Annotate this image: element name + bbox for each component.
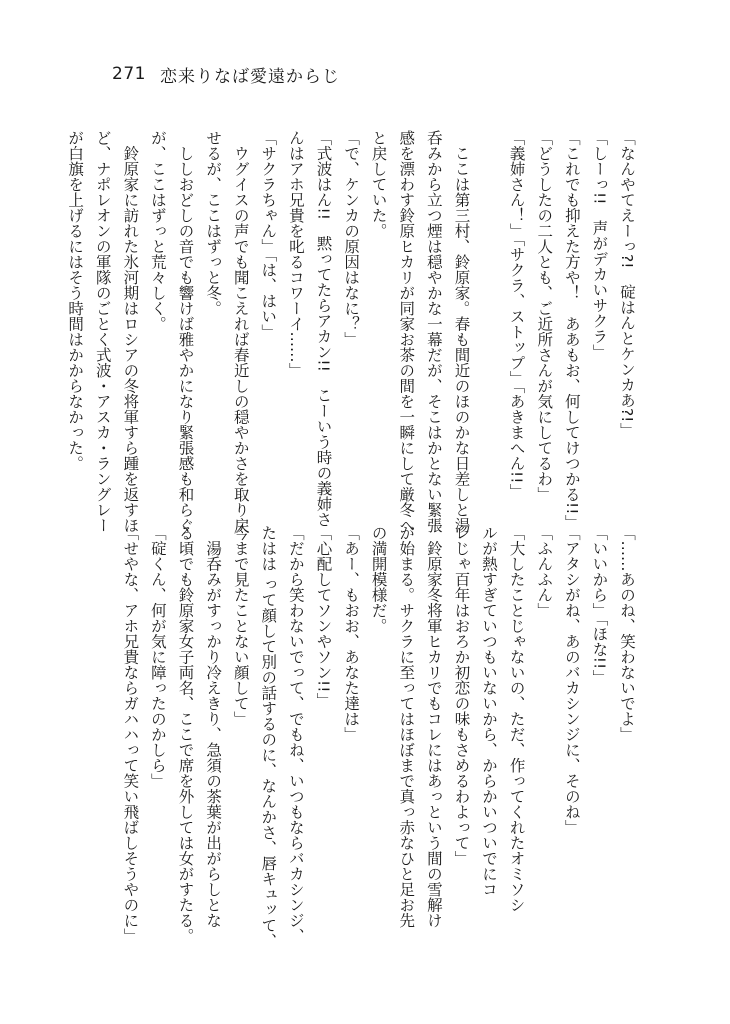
text-line: が白旗を上げるにはそう時間はかからなかった。 xyxy=(66,130,85,471)
text-line: ど、ナポレオンの軍隊のごとく式波・アスカ・ラングレー xyxy=(93,130,112,533)
text-line: 「碇くん、何が気に障ったのかしら」 xyxy=(148,525,167,789)
text-line: 「式波はん!! 黙ってたらアカン!! こーいう時の義姉さ xyxy=(314,130,333,527)
text-line: 「サクラちゃん」「は、はい」 xyxy=(259,130,278,340)
text-line: ししおどしの音でも響けば雅やかになり緊張感も和らぐ xyxy=(176,130,195,533)
text-line: 今まで見たことない顔して」 xyxy=(231,525,250,727)
text-line: 「いいから」「ほな!!」 xyxy=(590,525,609,685)
text-line: 「これでも抑えた方や！ ああもお、何してけつかる!!」 xyxy=(562,130,581,530)
text-line: 鈴原家に訪れた氷河期はロシアの冬将軍すら踵を返すほ xyxy=(121,130,140,533)
text-line: 湯呑みがすっかり冷えきり、急須の茶葉が出がらしとな xyxy=(204,525,223,928)
text-line: たはは って顔して別の話するのに、なんかさ、唇キュッて、 xyxy=(259,525,278,949)
text-line: 「心配してソンやソン!!」 xyxy=(314,525,333,708)
text-line: 「せやな、アホ兄貴ならガハハって笑い飛ばしそうやのに」 xyxy=(121,525,140,944)
text-line: 「あー、もおお、あなた達は」 xyxy=(342,525,361,742)
page-header xyxy=(112,61,340,87)
text-line: レじゃ百年はおろか初恋の味もさめるわよって」 xyxy=(452,525,471,866)
text-line: ここは第三村、鈴原家。春も間近のほのかな日差しと湯 xyxy=(452,130,471,533)
text-line: 「で、ケンカの原因はなに？」 xyxy=(342,130,361,347)
text-line: 呑みから立つ煙は穏やかな一幕だが、そこはかとない緊張 xyxy=(424,130,443,533)
text-line: 鈴原家冬将軍ヒカリでもコレにはあっという間の雪解け xyxy=(424,525,443,928)
text-line: 感を漂わす鈴原ヒカリが同家お茶の間を一瞬にして厳冬へ xyxy=(397,130,416,533)
text-line: が始まる。サクラに至ってはほぼまで真っ赤なひと足お先 xyxy=(397,525,416,928)
page-number: 271 xyxy=(112,64,146,84)
text-line: 「だから笑わないでって、でもね、いつもならバカシンジ、 xyxy=(286,525,305,944)
text-line: せるが、ここはずっと冬。 xyxy=(204,130,223,316)
text-line: 「大したことじゃないの、ただ、作ってくれたオミソシ xyxy=(507,525,526,913)
text-line xyxy=(474,130,502,475)
lower-text-block xyxy=(115,525,640,949)
text-line: 「……あのね、笑わないでよ」 xyxy=(618,525,636,742)
text-line: の満開模様だ。 xyxy=(369,525,388,634)
upper-text-block xyxy=(66,130,640,533)
text-line: んはアホ兄貴を叱るコワーイ……」 xyxy=(286,130,305,378)
text-line: ルが熱すぎていつもいないから、からかいついでにコ xyxy=(480,525,499,897)
text-line: 「アタシがね、あのバカシンジに、そのね」 xyxy=(562,525,581,835)
text-line: 「義姉さん！」「サクラ、ストップ」「あきまへん!!」 xyxy=(507,130,526,499)
text-line: 「どうしたの二人とも、ご近所さんが気にしてるわ」 xyxy=(535,130,554,502)
text-line: 「ふんふん」 xyxy=(535,525,554,618)
text-line: る頃でも鈴原家女子両名、ここで席を外しては女がすたる。 xyxy=(176,525,195,944)
text-line: ウグイスの声でも聞こえれば春近しの穏やかさを取り戻 xyxy=(231,130,250,533)
text-line: と戻していた。 xyxy=(369,130,388,239)
book-title: 恋来りなば愛遠からじ xyxy=(159,66,340,87)
text-line: が、ここはずっと荒々しく。 xyxy=(148,130,167,332)
text-line: 「しーっ!! 声がデカいサクラ」 xyxy=(590,130,609,360)
text-line: 「なんやてえーっ?! 碇はんとケンカあ?!」 xyxy=(618,130,636,438)
